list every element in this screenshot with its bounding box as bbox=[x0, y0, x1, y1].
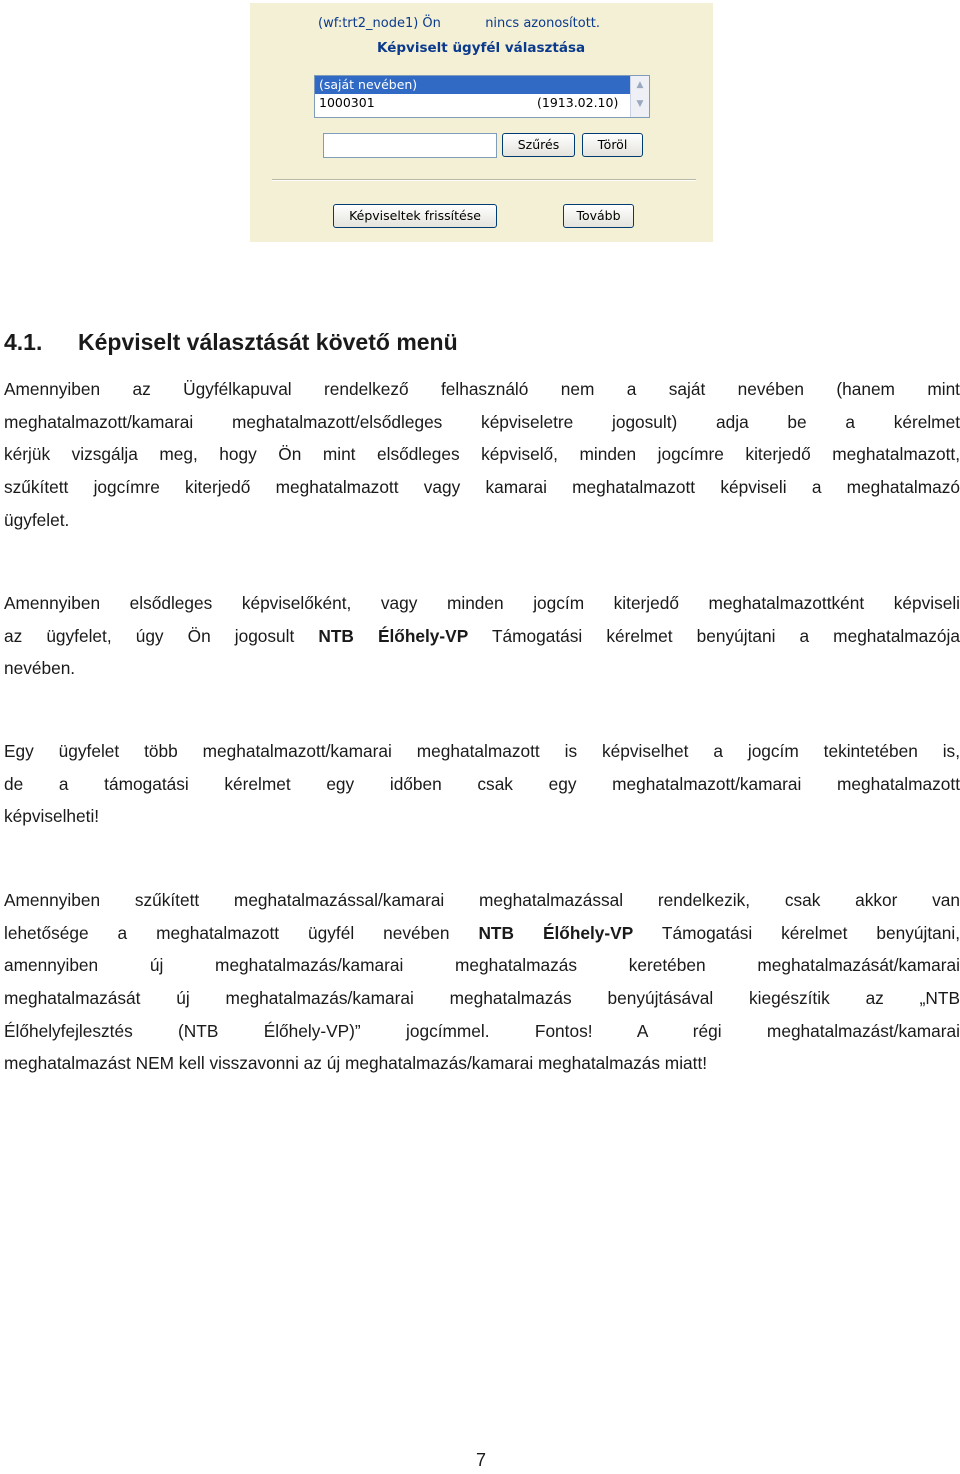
paragraph-1 bbox=[4, 373, 960, 536]
scroll-up-icon[interactable]: ▲ bbox=[636, 80, 644, 90]
section-number: 4.1. bbox=[4, 329, 43, 355]
section-title: Képviselt választását követő menü bbox=[78, 329, 458, 355]
text-span: Támogatási kérelmet benyújtani a meghatalmazója bbox=[468, 625, 960, 646]
section-heading bbox=[4, 329, 458, 356]
session-identity: nincs azonosított. bbox=[485, 16, 601, 31]
dialog-title: Képviselt ügyfél választása bbox=[377, 40, 586, 56]
session-node: (wf:trt2_node1) Ön bbox=[318, 16, 441, 31]
text-line: kérjük vizsgálja meg, hogy Ön mint elsődleges képviselő, minden jogcímre kiterjedő meghatalmazott, bbox=[4, 444, 960, 465]
list-item-date: (1913.02.10) bbox=[537, 95, 619, 110]
program-name: NTB Élőhely-VP bbox=[478, 922, 634, 943]
divider bbox=[272, 179, 696, 181]
text-span: az ügyfelet, úgy Ön jogosult bbox=[4, 625, 319, 646]
text-line: meghatalmazását új meghatalmazás/kamarai meghatalmazás benyújtásával kiegészítik az „NTB bbox=[4, 988, 960, 1009]
text-line: meghatalmazást NEM kell visszavonni az új meghatalmazás/kamarai meghatalmazás miatt! bbox=[4, 1053, 708, 1074]
text-line: ügyfelet. bbox=[4, 509, 70, 530]
text-line bbox=[4, 917, 960, 950]
scroll-down-icon[interactable]: ▼ bbox=[636, 99, 644, 109]
clear-button[interactable]: Töröl bbox=[582, 133, 643, 157]
text-line: Amennyiben szűkített meghatalmazással/kamarai meghatalmazással rendelkezik, csak akkor van bbox=[4, 890, 960, 910]
text-line bbox=[4, 620, 960, 653]
text-line: nevében. bbox=[4, 658, 76, 679]
list-item[interactable] bbox=[315, 94, 631, 112]
program-name: NTB Élőhely-VP bbox=[318, 625, 469, 646]
text-line: Amennyiben elsődleges képviselőként, vagy minden jogcím kiterjedő meghatalmazottként képviseli bbox=[4, 593, 960, 613]
paragraph-2 bbox=[4, 587, 960, 685]
filter-button[interactable]: Szűrés bbox=[502, 133, 575, 157]
page-number: 7 bbox=[476, 1450, 487, 1470]
text-line: Amennyiben az Ügyfélkapuval rendelkező felhasználó nem a saját nevében (hanem mint bbox=[4, 379, 960, 399]
text-line: meghatalmazott/kamarai meghatalmazott/elsődleges képviseletre jogosult) adja be a kérelmet bbox=[4, 411, 960, 432]
text-line: Egy ügyfelet több meghatalmazott/kamarai meghatalmazott is képviselhet a jogcím tekintetében is, bbox=[4, 741, 960, 761]
session-status bbox=[318, 16, 600, 31]
list-item-label: 1000301 bbox=[319, 95, 375, 110]
paragraph-3 bbox=[4, 735, 960, 833]
text-line: Élőhelyfejlesztés (NTB Élőhely-VP)” jogcímmel. Fontos! A régi meghatalmazást/kamarai bbox=[4, 1020, 960, 1041]
text-line: képviselheti! bbox=[4, 806, 100, 827]
text-line: de a támogatási kérelmet egy időben csak egy meghatalmazott/kamarai meghatalmazott bbox=[4, 773, 960, 794]
refresh-represented-button[interactable]: Képviseltek frissítése bbox=[333, 204, 497, 228]
list-scrollbar[interactable] bbox=[630, 76, 649, 117]
text-line: amennyiben új meghatalmazás/kamarai meghatalmazás keretében meghatalmazását/kamarai bbox=[4, 955, 960, 976]
represented-client-list[interactable] bbox=[314, 75, 650, 118]
list-item-label: (saját nevében) bbox=[319, 77, 418, 92]
list-item[interactable] bbox=[315, 76, 631, 94]
text-span: lehetősége a meghatalmazott ügyfél nevében bbox=[4, 922, 479, 943]
text-line: szűkített jogcímre kiterjedő meghatalmazott vagy kamarai meghatalmazott képviseli a meghatalmazó bbox=[4, 477, 960, 498]
next-button[interactable]: Tovább bbox=[563, 204, 634, 228]
paragraph-4 bbox=[4, 884, 960, 1080]
embedded-screenshot bbox=[250, 3, 713, 242]
text-span: Támogatási kérelmet benyújtani, bbox=[633, 922, 960, 943]
filter-input[interactable] bbox=[323, 133, 497, 158]
